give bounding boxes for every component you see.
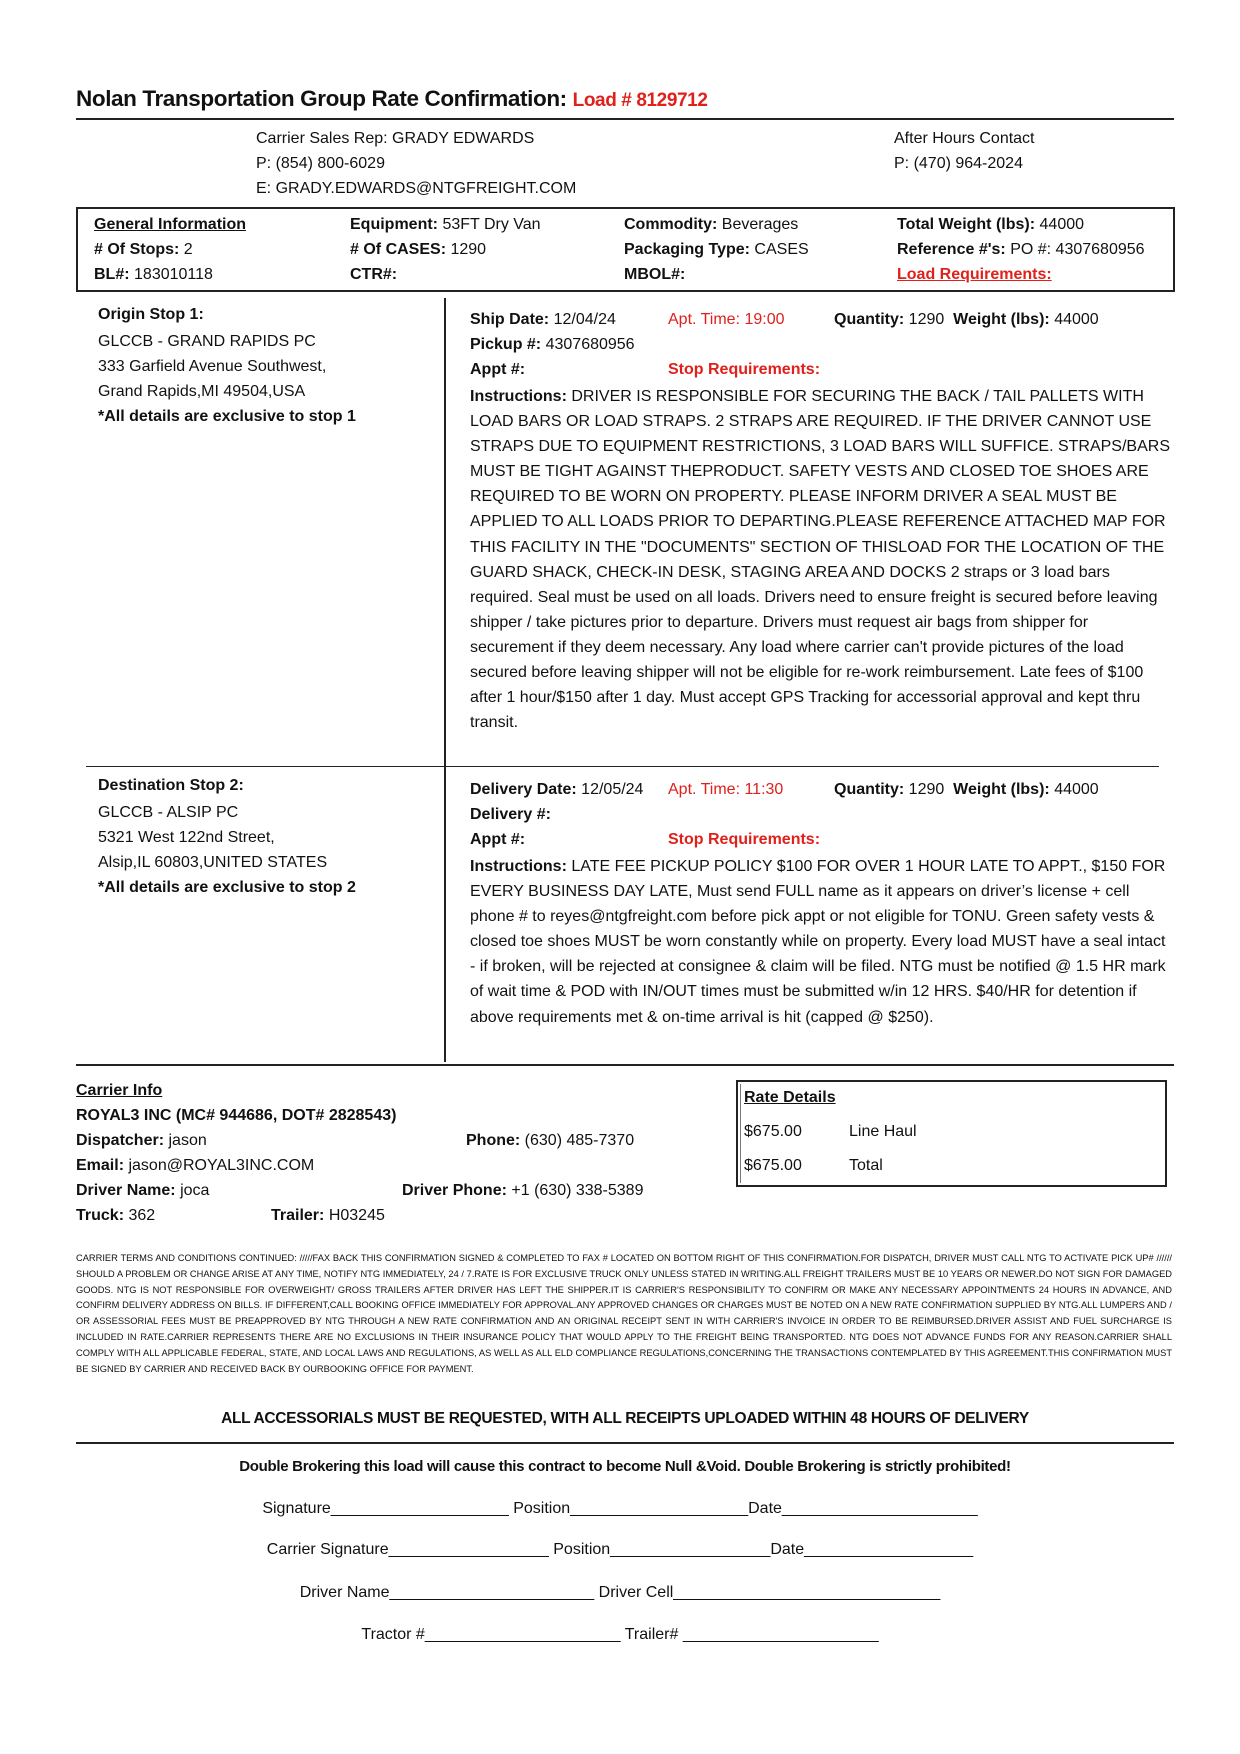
- carrier-email: [76, 1157, 314, 1175]
- stops-label: # Of Stops:: [94, 241, 180, 258]
- title-divider: [76, 118, 1174, 120]
- commodity-label: Commodity:: [624, 216, 718, 233]
- title-text: Nolan Transportation Group Rate Confirmation:: [76, 86, 567, 111]
- origin-stop-requirements[interactable]: Stop Requirements:: [668, 361, 821, 378]
- origin-address1: 333 Garfield Avenue Southwest,: [98, 358, 327, 375]
- equipment: [350, 216, 541, 234]
- rate-line-haul-amount: $675.00: [744, 1123, 802, 1140]
- signature-line[interactable]: Signature____________________ Position____________________Date______________________: [262, 1500, 978, 1517]
- cases-count: [350, 241, 486, 259]
- stops-row-divider: [86, 766, 1159, 767]
- driver-name: [76, 1182, 209, 1200]
- carrier-email-value: jason@ROYAL3INC.COM: [128, 1157, 315, 1174]
- stops-bottom-divider: [76, 1064, 1174, 1066]
- origin-appt-label: Appt #:: [470, 361, 526, 378]
- bl-value: 183010118: [134, 266, 213, 283]
- driver-phone-value: +1 (630) 338-5389: [511, 1182, 644, 1199]
- carrier-email-label: Email:: [76, 1157, 125, 1174]
- stops-vertical-divider: [444, 298, 446, 1062]
- tractor-trailer-line[interactable]: Tractor #______________________ Trailer# ______________________: [361, 1626, 879, 1643]
- origin-address2: Grand Rapids,MI 49504,USA: [98, 383, 306, 400]
- driver-name-value: joca: [180, 1182, 210, 1199]
- terms-and-conditions: CARRIER TERMS AND CONDITIONS CONTINUED: /////FAX BACK THIS CONFIRMATION SIGNED & COMPLETED TO FAX # LOCATED ON BOTTOM RIGHT OF THIS CONFIRMATION.FOR DISPATCH, DRIVER MUST CALL NTG TO ACTIVATE PICK UP# ////// SHOULD A PROBLEM OR CHANGE ARISE AT ANY TIME, NOTIFY NTG IMMEDIATELY, 24 / 7.RATE IS FOR EXCLUSIVE TRUCK ONLY UNLESS STATED IN WRITING.ALL FREIGHT TRAILERS MUST BE 10 YEARS OR NEWER.DO NOT SIGN FOR DAMAGED GOODS. NTG IS NOT RESPONSIBLE FOR OVERWEIGHT/ GROSS TRAILERS AFTER DRIVER HAS LEFT THE SHIPPER.IT IS CARRIER'S RESPONSIBILITY TO CONFIRM OR MAKE ANY NECESSARY APPOINTMENTS 24 HOURS IN ADVANCE, AND CONFIRM DELIVERY ADDRESS ON BILLS. IF DIFFERENT,CALL BOOKING OFFICE IMMEDIATELY FOR APPROVAL.ANY APPROVED CHANGES OR CHARGES MUST BE NOTED ON A NEW RATE CONFIRMATION SUPPLIED BY NTG.ALL LUMPERS AND / OR ASSESSORIAL FEES MUST BE PREAPPROVED BY NTG THROUGH A NEW RATE CONFIRMATION AND AN ORIGINAL RECEIPT SENT IN WITH CARRIER'S INVOICE IN ORDER TO BE REIMBURSED.DRIVER ASSIST AND FUEL SURCHARGE IS INCLUDED IN RATE.CARRIER REPRESENTS THERE ARE NO EXCLUSIONS IN THEIR INSURANCE POLICY THAT WOULD APPLY TO THE FREIGHT BEING TRANSPORTED. NTG DOES NOT ADVANCE FUNDS FOR ANY REASON.CARRIER SHALL COMPLY WITH ALL APPLICABLE FEDERAL, STATE, AND LOCAL LAWS AND REGULATIONS, AS WELL AS ALL ELD COMPLIANCE REGULATIONS,CONCERNING THE TRANSACTIONS CONTEMPLATED BY THIS AGREEMENT.THIS CONFIRMATION MUST BE SIGNED BY CARRIER AND RECEIVED BACK BY OURBOOKING OFFICE FOR PAYMENT.: [76, 1253, 1172, 1374]
- origin-wt-label: Weight (lbs):: [953, 311, 1050, 328]
- rate-total-label: Total: [849, 1157, 883, 1174]
- driver-phone-label: Driver Phone:: [402, 1182, 507, 1199]
- carrier-phone: [466, 1132, 634, 1150]
- trailer-number: [271, 1207, 385, 1225]
- after-hours-label: After Hours Contact: [894, 130, 1035, 147]
- destination-note: *All details are exclusive to stop 2: [98, 879, 356, 896]
- total-weight: [897, 216, 1084, 234]
- equipment-value: 53FT Dry Van: [442, 216, 541, 233]
- destination-heading: Destination Stop 2:: [98, 777, 244, 794]
- total-weight-value: 44000: [1039, 216, 1085, 233]
- dest-wt-value: 44000: [1054, 781, 1099, 798]
- mbol-label: MBOL#:: [624, 266, 686, 283]
- rate-details-heading: Rate Details: [744, 1089, 836, 1106]
- origin-heading: Origin Stop 1:: [98, 306, 204, 323]
- dispatcher-value: jason: [168, 1132, 207, 1149]
- reference-label: Reference #'s:: [897, 241, 1006, 258]
- rate-line-haul-label: Line Haul: [849, 1123, 917, 1140]
- destination-address2: Alsip,IL 60803,UNITED STATES: [98, 854, 328, 871]
- dest-instr-text: LATE FEE PICKUP POLICY $100 FOR OVER 1 HOUR LATE TO APPT., $150 FOR EVERY BUSINESS DAY LATE, Must send FULL name as it appears on driver’s license + cell phone # to reyes@ntgfreight.com before pick appt or not eligible for TONU. Green safety vests & closed toe shoes MUST be worn constantly while on property. Every load MUST have a seal intact - if broken, will be rejected at consignee & claim will be filed. NTG must be notified @ 1.5 HR mark of wait time & POD with IN/OUT times must be submitted w/in 12 HRS. $40/HR for detention if above requirements met & on-time arrival is hit (capped @ $250).: [470, 858, 1166, 1026]
- stops-value: 2: [183, 241, 193, 258]
- destination-name: GLCCB - ALSIP PC: [98, 804, 239, 821]
- truck-number: [76, 1207, 155, 1225]
- origin-qty-label: Quantity:: [834, 311, 905, 328]
- pickup-number: [470, 336, 635, 354]
- ship-date: [470, 311, 616, 329]
- ship-date-label: Ship Date:: [470, 311, 550, 328]
- origin-note: *All details are exclusive to stop 1: [98, 408, 356, 425]
- cases-value: 1290: [450, 241, 487, 258]
- origin-instr-text: DRIVER IS RESPONSIBLE FOR SECURING THE BACK / TAIL PALLETS WITH LOAD BARS OR LOAD STRAPS. 2 STRAPS ARE REQUIRED. IF THE DRIVER CANNOT USE STRAPS DUE TO EQUIPMENT RESTRICTIONS, 3 LOAD BARS WILL SUFFICE. STRAPS/BARS MUST BE TIGHT AGAINST THEPRODUCT. SAFETY VESTS AND CLOSED TOE SHOES ARE REQUIRED TO BE WORN ON PROPERTY. PLEASE INFORM DRIVER A SEAL MUST BE APPLIED TO ALL LOADS PRIOR TO DEPARTING.PLEASE REFERENCE ATTACHED MAP FOR THIS FACILITY IN THE "DOCUMENTS" SECTION OF THISLOAD FOR THE LOCATION OF THE GUARD SHACK, CHECK-IN DESK, STAGING AREA AND DOCKS 2 straps or 3 load bars required. Seal must be used on all loads. Drivers need to ensure freight is secured before leaving shipper / take pictures prior to departure. Drivers must request air bags from shipper for securement if they deem necessary. Any load where carrier can't provide pictures of the load secured before leaving shipper will not be eligible for re-work reimbursement. Late fees of $100 after 1 hour/$150 after 1 day. Must accept GPS Tracking for accessorial approval and kept thru transit.: [470, 388, 1170, 732]
- sales-rep-email: E: GRADY.EDWARDS@NTGFREIGHT.COM: [256, 180, 577, 197]
- driver-name-label: Driver Name:: [76, 1182, 176, 1199]
- cases-label: # Of CASES:: [350, 241, 447, 258]
- packaging-label: Packaging Type:: [624, 241, 750, 258]
- ship-date-value: 12/04/24: [553, 311, 616, 328]
- general-info-heading: General Information: [94, 216, 247, 233]
- dest-qty-label: Quantity:: [834, 781, 905, 798]
- rate-total-amount: $675.00: [744, 1157, 802, 1174]
- origin-qty-value: 1290: [908, 311, 945, 328]
- delivery-date: [470, 781, 643, 799]
- destination-quantity-weight: [834, 781, 1099, 799]
- origin-instr-label: Instructions:: [470, 388, 567, 405]
- truck-label: Truck:: [76, 1207, 125, 1224]
- origin-wt-value: 44000: [1054, 311, 1099, 328]
- stops-count: [94, 241, 193, 259]
- rate-inner-border: [740, 1084, 741, 1183]
- pickup-value: 4307680956: [545, 336, 635, 353]
- carrier-info-heading: Carrier Info: [76, 1082, 163, 1099]
- destination-instructions: [470, 854, 1172, 1030]
- destination-address1: 5321 West 122nd Street,: [98, 829, 275, 846]
- ctr-label: CTR#:: [350, 266, 398, 283]
- reference-numbers: [897, 241, 1145, 259]
- page-title: [76, 86, 708, 112]
- reference-value: PO #: 4307680956: [1010, 241, 1145, 258]
- commodity-value: Beverages: [721, 216, 799, 233]
- dispatcher-label: Dispatcher:: [76, 1132, 165, 1149]
- delivery-number-label: Delivery #:: [470, 806, 551, 823]
- load-requirements-link[interactable]: Load Requirements:: [897, 266, 1052, 283]
- trailer-value: H03245: [328, 1207, 385, 1224]
- accessorials-notice: ALL ACCESSORIALS MUST BE REQUESTED, WITH ALL RECEIPTS UPLOADED WITHIN 48 HOURS OF DELIVERY: [221, 1410, 1029, 1427]
- destination-apt-time: Apt. Time: 11:30: [668, 781, 784, 798]
- commodity: [624, 216, 798, 234]
- notice-divider: [76, 1442, 1174, 1444]
- driver-name-line[interactable]: Driver Name_______________________ Driver Cell______________________________: [299, 1584, 941, 1601]
- carrier-phone-label: Phone:: [466, 1132, 521, 1149]
- delivery-date-label: Delivery Date:: [470, 781, 577, 798]
- sales-rep: Carrier Sales Rep: GRADY EDWARDS: [256, 130, 535, 147]
- dispatcher: [76, 1132, 207, 1150]
- origin-quantity-weight: [834, 311, 1099, 329]
- carrier-phone-value: (630) 485-7370: [524, 1132, 635, 1149]
- double-brokering-notice: Double Brokering this load will cause this contract to become Null &Void. Double Brokering is strictly prohibited!: [239, 1458, 1011, 1475]
- origin-apt-time: Apt. Time: 19:00: [668, 311, 785, 328]
- bl-number: [94, 266, 213, 284]
- driver-phone: [402, 1182, 643, 1200]
- packaging-type: [624, 241, 809, 259]
- packaging-value: CASES: [754, 241, 809, 258]
- delivery-date-value: 12/05/24: [581, 781, 644, 798]
- dest-instr-label: Instructions:: [470, 858, 567, 875]
- destination-appt-label: Appt #:: [470, 831, 526, 848]
- equipment-label: Equipment:: [350, 216, 438, 233]
- load-number: Load # 8129712: [572, 90, 708, 111]
- origin-name: GLCCB - GRAND RAPIDS PC: [98, 333, 316, 350]
- total-weight-label: Total Weight (lbs):: [897, 216, 1036, 233]
- dest-qty-value: 1290: [908, 781, 945, 798]
- truck-value: 362: [128, 1207, 156, 1224]
- destination-stop-requirements[interactable]: Stop Requirements:: [668, 831, 821, 848]
- origin-instructions: [470, 384, 1172, 735]
- carrier-signature-line[interactable]: Carrier Signature__________________ Position__________________Date___________________: [266, 1541, 974, 1558]
- pickup-label: Pickup #:: [470, 336, 542, 353]
- dest-wt-label: Weight (lbs):: [953, 781, 1050, 798]
- trailer-label: Trailer:: [271, 1207, 325, 1224]
- bl-label: BL#:: [94, 266, 130, 283]
- carrier-company: ROYAL3 INC (MC# 944686, DOT# 2828543): [76, 1107, 397, 1124]
- sales-rep-phone: P: (854) 800-6029: [256, 155, 385, 172]
- after-hours-phone: P: (470) 964-2024: [894, 155, 1023, 172]
